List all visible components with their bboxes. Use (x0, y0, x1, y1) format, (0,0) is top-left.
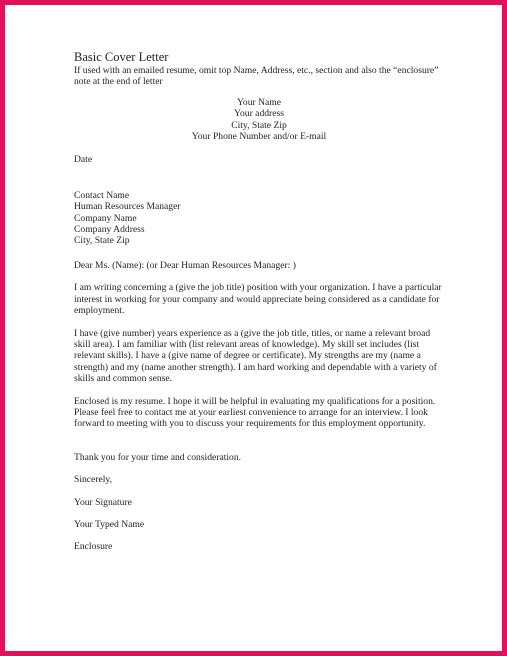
letter-document (74, 50, 444, 553)
salutation: Dear Ms. (Name): (or Dear Human Resources Manager: ) (74, 259, 296, 271)
closing-line: Sincerely, (74, 474, 113, 486)
thanks-line: Thank you for your time and consideration. (74, 451, 242, 463)
sender-name: Your Name (236, 96, 282, 108)
sender-address: Your address (234, 108, 284, 120)
letter-date: Date (74, 154, 93, 166)
recipient-company: Company Name (74, 212, 137, 224)
paragraph-experience: I have (give number) years experience as a (give the job title, titles, or name a relevant broad skill area). I am familiar with (list relevant areas of knowledge). My skill set includes (list relevant skills). I have a (give name of degree or certificate). My strengths are my (name a strength) and my (name another strength). I am hard working and dependable with a variety of skills and common sense. (74, 327, 437, 385)
recipient-contact-name: Contact Name (74, 189, 130, 201)
enclosure-line: Enclosure (74, 541, 113, 553)
recipient-address: Company Address (74, 224, 145, 236)
recipient-city: City, State Zip (74, 235, 130, 247)
document-subtitle: If used with an emailed resume, omit top Name, Address, etc., section and also the “enclosure” note at the end of letter (74, 65, 439, 88)
document-title: Basic Cover Letter (74, 50, 169, 64)
recipient-title: Human Resources Manager (74, 201, 181, 213)
typed-name-line: Your Typed Name (74, 518, 145, 530)
sender-city: City, State Zip (231, 119, 287, 131)
sender-block (74, 97, 444, 143)
paragraph-enclosure: Enclosed is my resume. I hope it will be helpful in evaluating my qualifications for a position. Please feel free to contact me at your earliest convenience to arrange for an interview. I look forward to meeting with you to discuss your requirements for this employment opportunity. (74, 395, 436, 430)
signature-line: Your Signature (74, 496, 132, 508)
sender-contact: Your Phone Number and/or E-mail (191, 131, 327, 143)
paragraph-intro: I am writing concerning a (give the job title) position with your organization. I have a particular interest in working for your company and would appreciate being considered as a candidate for employment. (74, 282, 442, 317)
recipient-block (74, 190, 444, 247)
